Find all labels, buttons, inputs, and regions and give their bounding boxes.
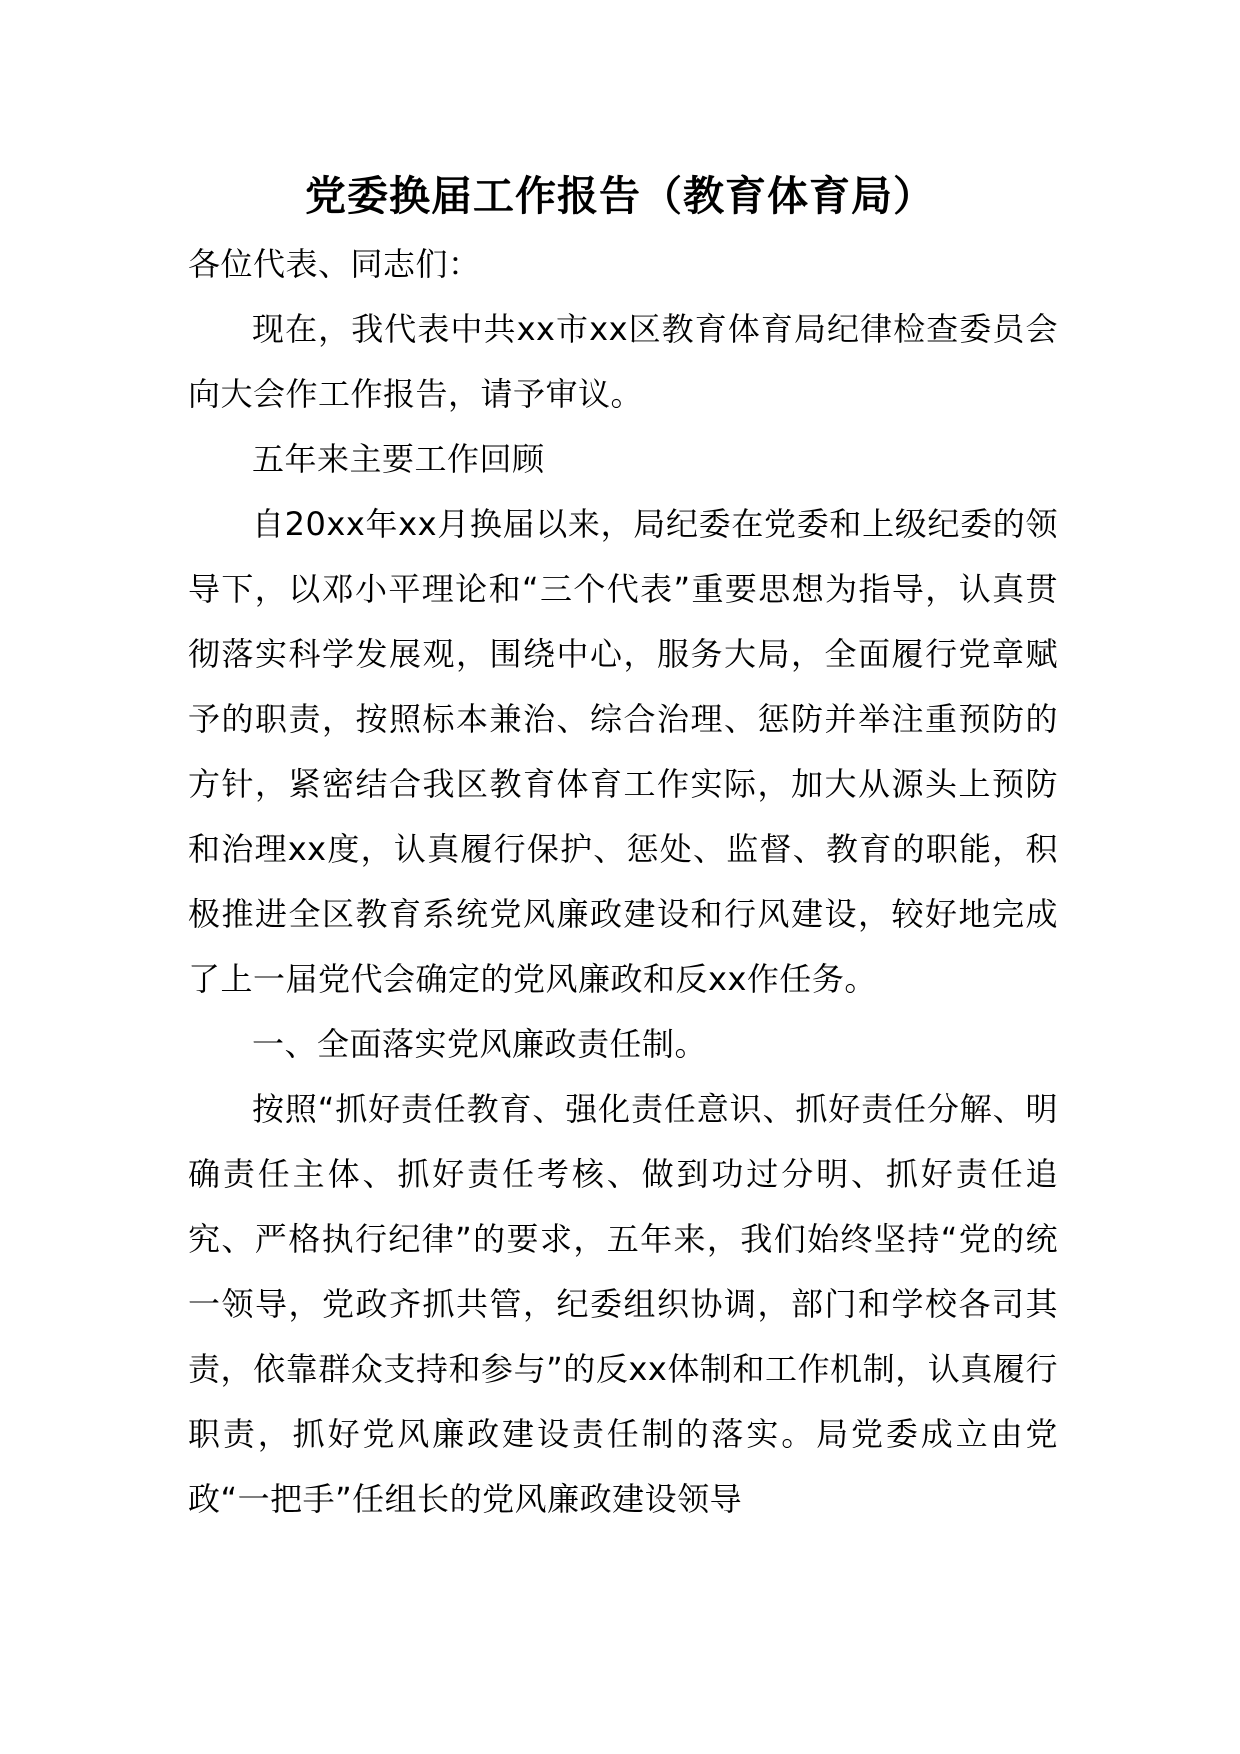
document-body <box>188 232 1058 1532</box>
paragraph-responsibility: 按照“抓好责任教育、强化责任意识、抓好责任分解、明确责任主体、抓好责任考核、做到功过分明、抓好责任追究、严格执行纪律”的要求，五年来，我们始终坚持“党的统一领导，党政齐抓共管，纪委组织协调，部门和学校各司其责，依靠群众支持和参与”的反xx体制和工作机制，认真履行职责，抓好党风廉政建设责任制的落实。局党委成立由党政“一把手”任组长的党风廉政建设领导 <box>188 1090 1058 1518</box>
section-heading-responsibility: 一、全面落实党风廉政责任制。 <box>252 1025 708 1063</box>
salutation: 各位代表、同志们： <box>188 245 481 283</box>
section-heading-review: 五年来主要工作回顾 <box>252 440 545 478</box>
document-title: 党委换届工作报告（教育体育局） <box>305 172 935 220</box>
paragraph-intro: 现在，我代表中共xx市xx区教育体育局纪律检查委员会向大会作工作报告，请予审议。 <box>188 310 1058 413</box>
paragraph-review: 自20xx年xx月换届以来，局纪委在党委和上级纪委的领导下，以邓小平理论和“三个代表”重要思想为指导，认真贯彻落实科学发展观，围绕中心，服务大局，全面履行党章赋予的职责，按照标本兼治、综合治理、惩防并举注重预防的方针，紧密结合我区教育体育工作实际，加大从源头上预防和治理xx度，认真履行保护、惩处、监督、教育的职能，积极推进全区教育系统党风廉政建设和行风建设，较好地完成了上一届党代会确定的党风廉政和反xx作任务。 <box>188 505 1058 998</box>
